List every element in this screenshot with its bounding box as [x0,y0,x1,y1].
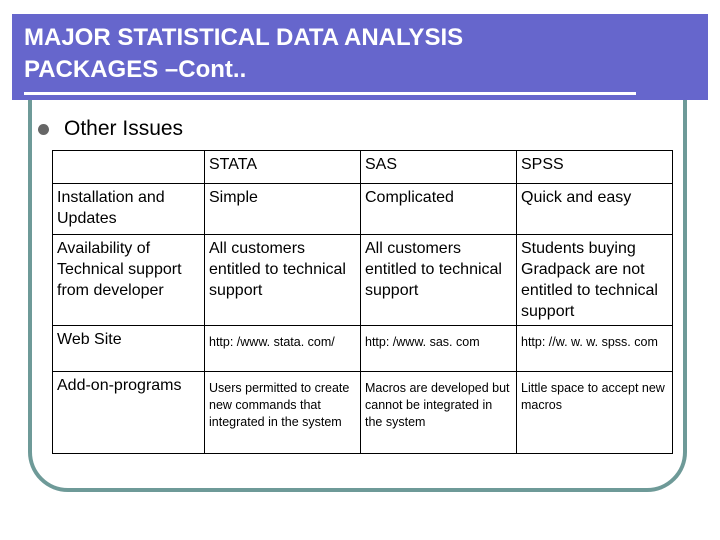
header-cell-sas: SAS [361,151,517,184]
row-label: Installation and Updates [53,184,205,235]
table-header-row [53,151,673,184]
bullet-text: Other Issues [64,117,184,140]
table-row [53,184,673,235]
row-label: Availability of Technical support from developer [53,235,205,326]
cell-stata: Users permitted to create new commands that integrated in the system [205,372,361,454]
cell-sas-link: http: /www. sas. com [361,326,517,372]
bullet-dot-icon [38,124,49,135]
header-cell-spss: SPSS [517,151,673,184]
cell-spss: Quick and easy [517,184,673,235]
table-row [53,235,673,326]
slide-title [24,22,684,86]
header-cell-empty [53,151,205,184]
title-underline [24,92,636,95]
row-label: Add-on-programs [53,372,205,454]
cell-spss-link: http: //w. w. w. spss. com [517,326,673,372]
comparison-table [52,150,673,454]
cell-sas: All customers entitled to technical support [361,235,517,326]
cell-spss: Students buying Gradpack are not entitled to technical support [517,235,673,326]
title-line-2: PACKAGES –Cont.. [24,56,247,83]
cell-stata: Simple [205,184,361,235]
title-line-1: MAJOR STATISTICAL DATA ANALYSIS [24,24,464,51]
cell-spss: Little space to accept new macros [517,372,673,454]
cell-stata: All customers entitled to technical support [205,235,361,326]
header-cell-stata: STATA [205,151,361,184]
cell-sas: Macros are developed but cannot be integrated in the system [361,372,517,454]
table-row [53,326,673,372]
cell-sas: Complicated [361,184,517,235]
cell-stata-link: http: /www. stata. com/ [205,326,361,372]
row-label: Web Site [53,326,205,372]
table-row [53,372,673,454]
